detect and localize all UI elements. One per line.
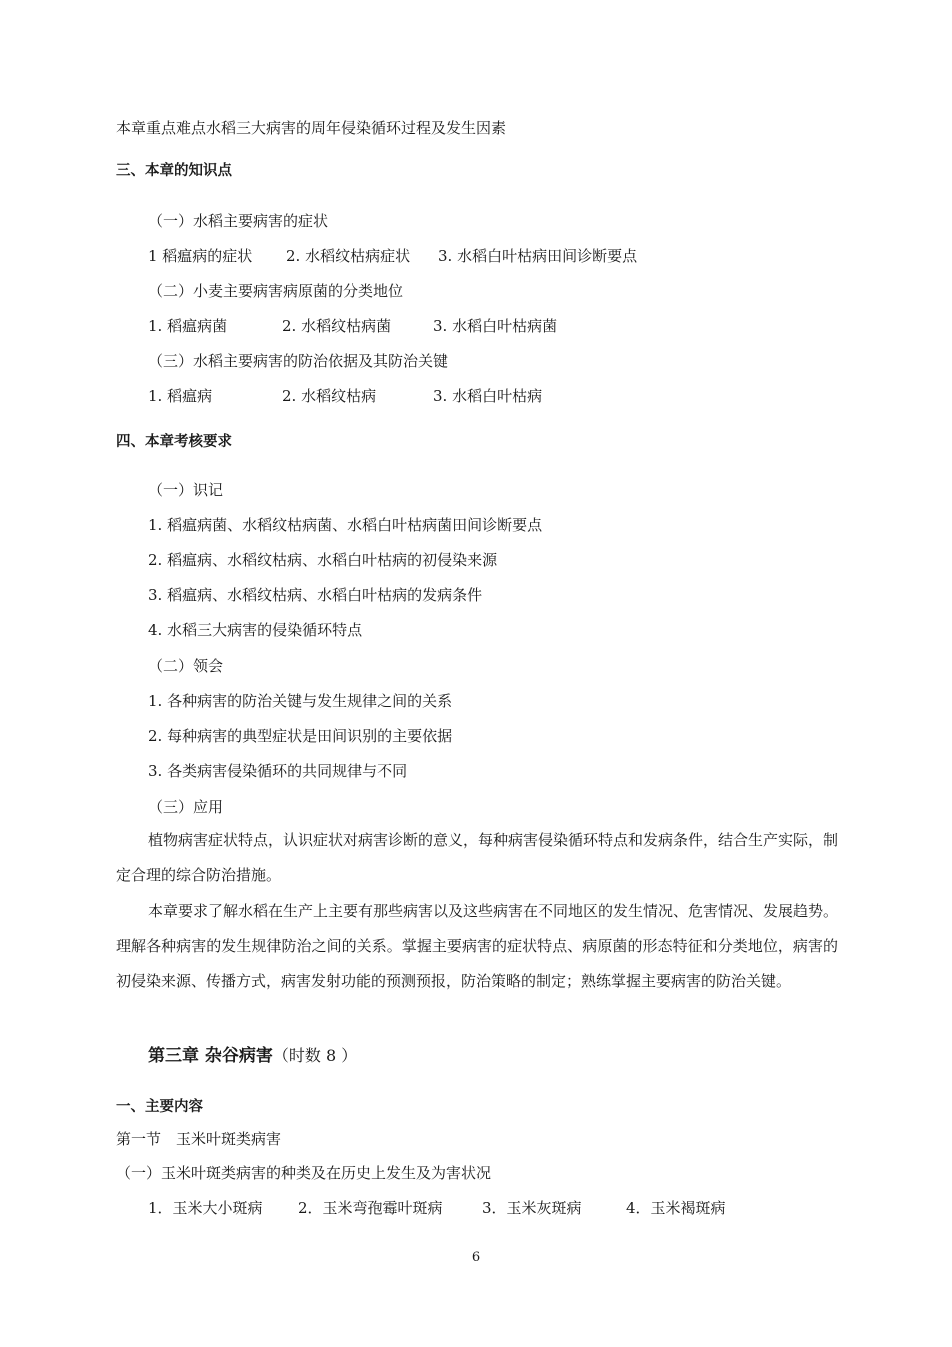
chapter3-section1: 第一节 玉米叶斑类病害 <box>116 1130 282 1148</box>
list-item: 3. 各类病害侵染循环的共同规律与不同 <box>148 762 408 780</box>
list-item: 4．玉米褐斑病 <box>626 1199 726 1217</box>
chapter3-title-text: 第三章 杂谷病害 <box>148 1046 273 1066</box>
list-item: 3. 水稻白叶枯病菌 <box>433 317 558 335</box>
section3-heading: 三、本章的知识点 <box>116 163 232 179</box>
list-item: 1. 稻瘟病 <box>148 387 213 405</box>
chapter3-sub1: （一）玉米叶斑类病害的种类及在历史上发生及为害状况 <box>116 1164 492 1182</box>
chapter3-hours: （时数 8 ） <box>272 1046 358 1065</box>
chapter3-title <box>148 1045 357 1067</box>
list-item: 4. 水稻三大病害的侵染循环特点 <box>148 621 363 639</box>
list-item: 1. 稻瘟病菌、水稻纹枯病菌、水稻白叶枯病菌田间诊断要点 <box>148 516 543 534</box>
section4-sub2: （二）领会 <box>148 657 224 675</box>
list-item: 2. 水稻纹枯病症状 <box>286 247 411 265</box>
list-item: 2. 水稻纹枯病 <box>282 387 377 405</box>
section4-heading: 四、本章考核要求 <box>116 434 232 450</box>
list-item: 3. 水稻白叶枯病 <box>433 387 543 405</box>
section3-sub1: （一）水稻主要病害的症状 <box>148 212 329 230</box>
section3-sub2: （二）小麦主要病害病原菌的分类地位 <box>148 282 404 300</box>
section3-sub3: （三）水稻主要病害的防治依据及其防治关键 <box>148 352 449 370</box>
intro-line: 本章重点难点水稻三大病害的周年侵染循环过程及发生因素 <box>116 119 507 137</box>
list-item: 1. 各种病害的防治关键与发生规律之间的关系 <box>148 692 453 710</box>
section4-sub1: （一）识记 <box>148 481 224 499</box>
list-item: 2. 水稻纹枯病菌 <box>282 317 392 335</box>
list-item: 1. 稻瘟病菌 <box>148 317 228 335</box>
list-item: 2. 每种病害的典型症状是田间识别的主要依据 <box>148 727 453 745</box>
page-number: 6 <box>471 1250 481 1265</box>
chapter-summary-paragraph: 本章要求了解水稻在生产上主要有那些病害以及这些病害在不同地区的发生情况、危害情况、发展趋势。理解各种病害的发生规律防治之间的关系。掌握主要病害的症状特点、病原菌的形态特征和分类地位，病害的初侵染来源、传播方式，病害发射功能的预测预报，防治策略的制定；熟练掌握主要病害的防治关键。 <box>116 902 839 990</box>
application-paragraph: 植物病害症状特点，认识症状对病害诊断的意义，每种病害侵染循环特点和发病条件，结合生产实际，制定合理的综合防治措施。 <box>116 831 839 884</box>
list-item: 3．玉米灰斑病 <box>482 1199 582 1217</box>
section4-sub3: （三）应用 <box>148 798 224 816</box>
list-item: 2．玉米弯孢霉叶斑病 <box>298 1199 443 1217</box>
list-item: 3. 稻瘟病、水稻纹枯病、水稻白叶枯病的发病条件 <box>148 586 483 604</box>
list-item: 3. 水稻白叶枯病田间诊断要点 <box>438 247 638 265</box>
list-item: 1 稻瘟病的症状 <box>148 247 253 265</box>
list-item: 2. 稻瘟病、水稻纹枯病、水稻白叶枯病的初侵染来源 <box>148 551 498 569</box>
list-item: 1．玉米大小斑病 <box>148 1199 263 1217</box>
chapter3-heading: 一、主要内容 <box>116 1099 203 1115</box>
